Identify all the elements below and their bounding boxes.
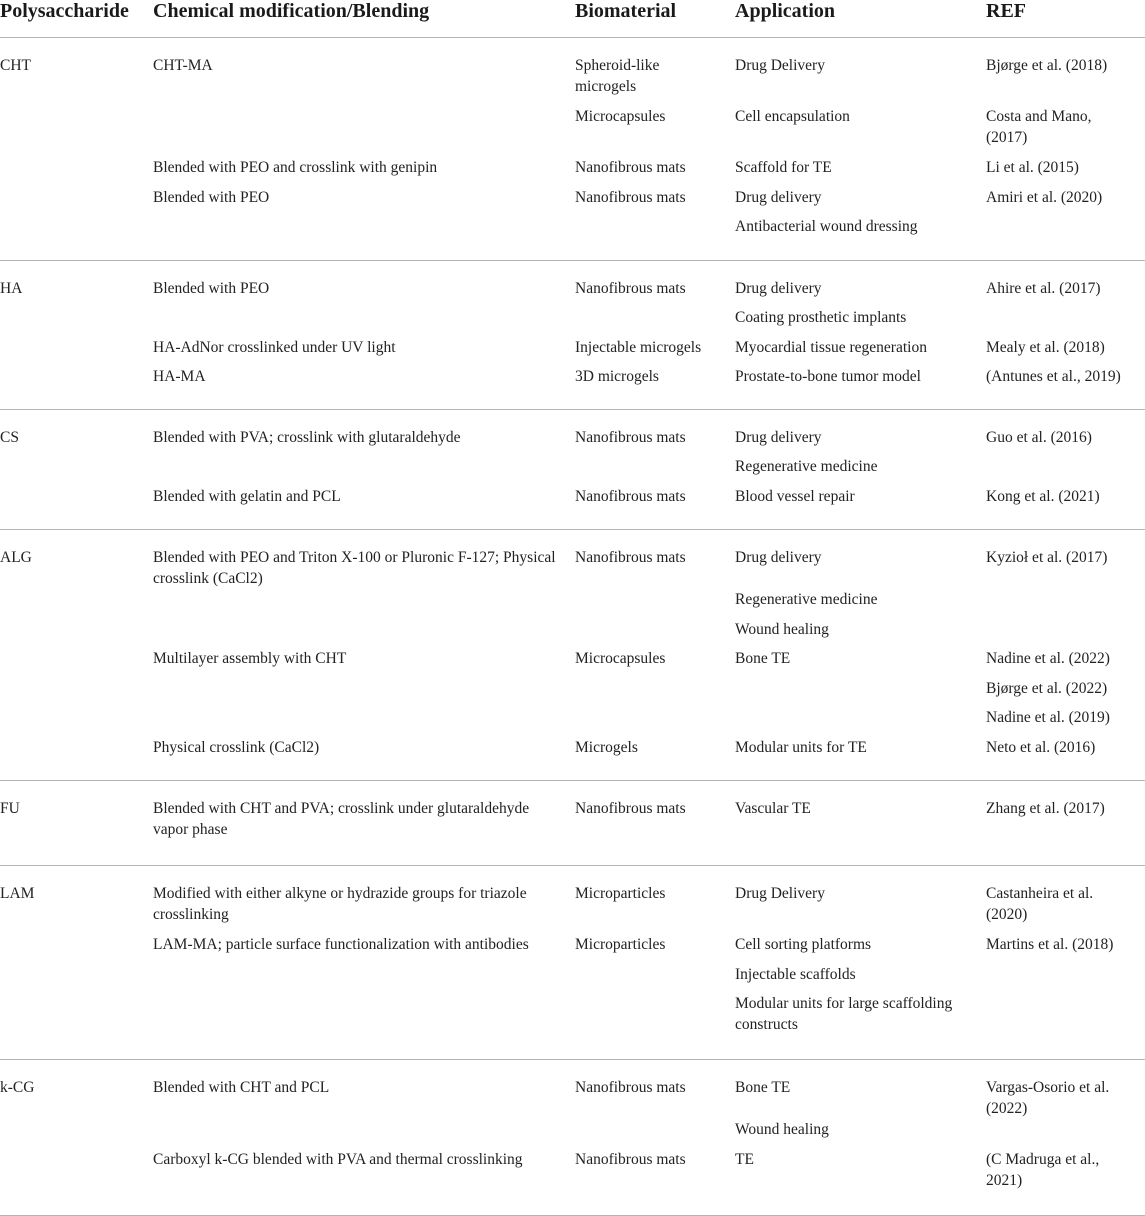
- application-cell: [735, 707, 986, 737]
- biomaterial-cell: Microparticles: [575, 936, 666, 953]
- table-row: [0, 456, 1145, 486]
- biomaterial-cell: [575, 993, 735, 1060]
- biomaterial-cell: Microcapsules: [575, 650, 666, 667]
- polysaccharide-cell: HA: [0, 280, 23, 297]
- table-row: [0, 648, 1145, 678]
- polysaccharide-cell: [0, 366, 153, 410]
- polysaccharide-cell: [0, 619, 153, 648]
- biomaterial-cell: Nanofibrous mats: [575, 189, 686, 206]
- application-cell: Bone TE: [735, 650, 791, 667]
- modification-cell: [153, 619, 575, 648]
- application-cell: TE: [735, 1151, 754, 1168]
- biomaterial-cell: Spheroid-like microgels: [575, 57, 660, 95]
- polysaccharide-cell: k-CG: [0, 1079, 35, 1096]
- biomaterial-cell: Nanofibrous mats: [575, 488, 686, 505]
- table-row: [0, 366, 1145, 410]
- polysaccharide-cell: [0, 993, 153, 1060]
- polysaccharide-cell: [0, 1119, 153, 1149]
- application-cell: Bone TE: [735, 1079, 791, 1096]
- application-cell: Myocardial tissue regeneration: [735, 339, 927, 356]
- ref-cell: (C Madruga et al., 2021): [986, 1151, 1100, 1189]
- table-row: [0, 866, 1145, 935]
- biomaterial-cell: Microgels: [575, 739, 638, 756]
- table-row: [0, 337, 1145, 366]
- ref-cell: [986, 456, 1145, 486]
- modification-cell: [153, 1119, 575, 1149]
- application-cell: Prostate-to-bone tumor model: [735, 368, 921, 385]
- modification-cell: [153, 993, 575, 1060]
- table-row: [0, 410, 1145, 457]
- ref-cell: Martins et al. (2018): [986, 936, 1114, 953]
- polysaccharide-cell: [0, 707, 153, 737]
- modification-cell: Multilayer assembly with CHT: [153, 650, 347, 667]
- application-cell: Drug delivery: [735, 280, 822, 297]
- group-lam: [0, 866, 1145, 1060]
- modification-cell: Blended with PEO and Triton X-100 or Pluronic F-127; Physical crosslink (CaCl2): [153, 549, 556, 587]
- modification-cell: Carboxyl k-CG blended with PVA and thermal crosslinking: [153, 1151, 523, 1168]
- modification-cell: Blended with PEO: [153, 280, 270, 297]
- table-row: [0, 530, 1145, 590]
- ref-cell: [986, 964, 1145, 993]
- ref-cell: Amiri et al. (2020): [986, 189, 1103, 206]
- biomaterial-cell: Nanofibrous mats: [575, 800, 686, 817]
- table-row: [0, 1149, 1145, 1216]
- application-cell: Vascular TE: [735, 800, 811, 817]
- header-row: [0, 0, 1145, 38]
- ref-cell: Bjørge et al. (2022): [986, 680, 1108, 697]
- table-row: [0, 1060, 1145, 1120]
- application-cell: Wound healing: [735, 1121, 829, 1138]
- table-row: [0, 934, 1145, 964]
- modification-cell: Blended with PEO and crosslink with genipin: [153, 159, 438, 176]
- polysaccharide-cell: [0, 307, 153, 337]
- ref-cell: [986, 589, 1145, 619]
- biomaterial-cell: Nanofibrous mats: [575, 280, 686, 297]
- polysaccharide-cell: [0, 216, 153, 261]
- ref-cell: Neto et al. (2016): [986, 739, 1096, 756]
- ref-cell: Guo et al. (2016): [986, 429, 1092, 446]
- polysaccharide-cell: [0, 1149, 153, 1216]
- table-row: [0, 106, 1145, 157]
- polysaccharide-cell: [0, 589, 153, 619]
- biomaterial-cell: [575, 678, 735, 707]
- polysaccharide-cell: [0, 737, 153, 781]
- ref-cell: Castanheira et al. (2020): [986, 885, 1094, 923]
- ref-cell: (Antunes et al., 2019): [986, 368, 1121, 385]
- biomaterial-cell: [575, 589, 735, 619]
- header-application: Application: [735, 0, 836, 22]
- polysaccharide-cell: FU: [0, 800, 20, 817]
- biomaterial-cell: [575, 964, 735, 993]
- group-fu: [0, 781, 1145, 866]
- biomaterial-cell: [575, 307, 735, 337]
- table-row: [0, 589, 1145, 619]
- polysaccharide-cell: [0, 157, 153, 187]
- biomaterial-cell: Microcapsules: [575, 108, 666, 125]
- application-cell: Cell encapsulation: [735, 108, 850, 125]
- modification-cell: [153, 964, 575, 993]
- modification-cell: HA-MA: [153, 368, 206, 385]
- modification-cell: [153, 106, 575, 157]
- ref-cell: Nadine et al. (2019): [986, 709, 1110, 726]
- ref-cell: Li et al. (2015): [986, 159, 1079, 176]
- modification-cell: Blended with CHT and PVA; crosslink under glutaraldehyde vapor phase: [153, 800, 530, 838]
- polysaccharide-cell: CHT: [0, 57, 31, 74]
- table-row: [0, 216, 1145, 261]
- table-row: [0, 157, 1145, 187]
- application-cell: Antibacterial wound dressing: [735, 218, 918, 235]
- polysaccharide-cell: [0, 678, 153, 707]
- header-biomaterial: Biomaterial: [575, 0, 677, 22]
- table-row: [0, 38, 1145, 107]
- ref-cell: Bjørge et al. (2018): [986, 57, 1108, 74]
- table-row: [0, 187, 1145, 216]
- table-row: [0, 993, 1145, 1060]
- modification-cell: [153, 678, 575, 707]
- biomaterial-cell: [575, 456, 735, 486]
- ref-cell: Nadine et al. (2022): [986, 650, 1110, 667]
- ref-cell: Costa and Mano, (2017): [986, 108, 1092, 146]
- modification-cell: [153, 216, 575, 261]
- application-cell: Coating prosthetic implants: [735, 309, 907, 326]
- biomaterial-cell: Nanofibrous mats: [575, 549, 686, 566]
- application-cell: Drug Delivery: [735, 885, 825, 902]
- modification-cell: [153, 589, 575, 619]
- header-polysaccharide: Polysaccharide: [0, 0, 129, 22]
- modification-cell: [153, 307, 575, 337]
- ref-cell: Kong et al. (2021): [986, 488, 1100, 505]
- polysaccharide-cell: [0, 964, 153, 993]
- application-cell: Injectable scaffolds: [735, 966, 856, 983]
- table-row: [0, 781, 1145, 866]
- modification-cell: Blended with PEO: [153, 189, 270, 206]
- table-header: [0, 0, 1145, 38]
- table-row: [0, 737, 1145, 781]
- biomaterial-cell: [575, 619, 735, 648]
- polysaccharide-cell: [0, 486, 153, 530]
- table-row: [0, 261, 1145, 308]
- application-cell: Cell sorting platforms: [735, 936, 872, 953]
- table-row: [0, 307, 1145, 337]
- ref-cell: Kyzioł et al. (2017): [986, 549, 1108, 566]
- ref-cell: Vargas-Osorio et al. (2022): [986, 1079, 1110, 1117]
- polysaccharide-cell: [0, 934, 153, 964]
- polysaccharide-cell: [0, 337, 153, 366]
- application-cell: Regenerative medicine: [735, 591, 878, 608]
- application-cell: Modular units for TE: [735, 739, 867, 756]
- modification-cell: CHT-MA: [153, 57, 213, 74]
- application-cell: Wound healing: [735, 621, 829, 638]
- biomaterial-cell: [575, 216, 735, 261]
- group-cs: [0, 410, 1145, 530]
- polysaccharide-cell: [0, 648, 153, 678]
- modification-cell: [153, 707, 575, 737]
- ref-cell: Ahire et al. (2017): [986, 280, 1101, 297]
- polysaccharide-cell: [0, 187, 153, 216]
- ref-cell: [986, 993, 1145, 1060]
- ref-cell: [986, 307, 1145, 337]
- polysaccharide-cell: [0, 456, 153, 486]
- application-cell: Drug delivery: [735, 549, 822, 566]
- application-cell: Drug delivery: [735, 189, 822, 206]
- ref-cell: Mealy et al. (2018): [986, 339, 1105, 356]
- modification-cell: Blended with CHT and PCL: [153, 1079, 330, 1096]
- modification-cell: Physical crosslink (CaCl2): [153, 739, 320, 756]
- ref-cell: [986, 1119, 1145, 1149]
- polysaccharide-cell: CS: [0, 429, 19, 446]
- group-cht: [0, 38, 1145, 261]
- biomaterial-cell: Nanofibrous mats: [575, 1079, 686, 1096]
- application-cell: Blood vessel repair: [735, 488, 855, 505]
- biomaterial-cell: Injectable microgels: [575, 339, 702, 356]
- header-chemical-modification: Chemical modification/Blending: [153, 0, 430, 22]
- table-row: [0, 619, 1145, 648]
- application-cell: Scaffold for TE: [735, 159, 832, 176]
- header-ref: REF: [986, 0, 1026, 22]
- table-row: [0, 707, 1145, 737]
- modification-cell: Blended with PVA; crosslink with glutaraldehyde: [153, 429, 461, 446]
- modification-cell: HA-AdNor crosslinked under UV light: [153, 339, 396, 356]
- biomaterial-cell: [575, 1119, 735, 1149]
- ref-cell: [986, 619, 1145, 648]
- ref-cell: Zhang et al. (2017): [986, 800, 1105, 817]
- application-cell: Drug Delivery: [735, 57, 825, 74]
- biomaterial-cell: 3D microgels: [575, 368, 659, 385]
- polysaccharide-cell: LAM: [0, 885, 35, 902]
- application-cell: [735, 678, 986, 707]
- biomaterial-cell: Nanofibrous mats: [575, 429, 686, 446]
- table-row: [0, 678, 1145, 707]
- application-cell: Modular units for large scaffolding constructs: [735, 995, 953, 1033]
- polysaccharide-cell: ALG: [0, 549, 32, 566]
- biomaterial-cell: Nanofibrous mats: [575, 1151, 686, 1168]
- group-ha: [0, 261, 1145, 410]
- polysaccharide-cell: [0, 106, 153, 157]
- group-k-cg: [0, 1060, 1145, 1216]
- biomaterial-cell: Microparticles: [575, 885, 666, 902]
- modification-cell: Blended with gelatin and PCL: [153, 488, 341, 505]
- modification-cell: LAM-MA; particle surface functionalization with antibodies: [153, 936, 529, 953]
- table-row: [0, 486, 1145, 530]
- modification-cell: Modified with either alkyne or hydrazide groups for triazole crosslinking: [153, 885, 527, 923]
- application-cell: Regenerative medicine: [735, 458, 878, 475]
- biomaterial-cell: [575, 707, 735, 737]
- application-cell: Drug delivery: [735, 429, 822, 446]
- group-alg: [0, 530, 1145, 781]
- table-row: [0, 1119, 1145, 1149]
- table-row: [0, 964, 1145, 993]
- ref-cell: [986, 216, 1145, 261]
- modification-cell: [153, 456, 575, 486]
- biomaterial-cell: Nanofibrous mats: [575, 159, 686, 176]
